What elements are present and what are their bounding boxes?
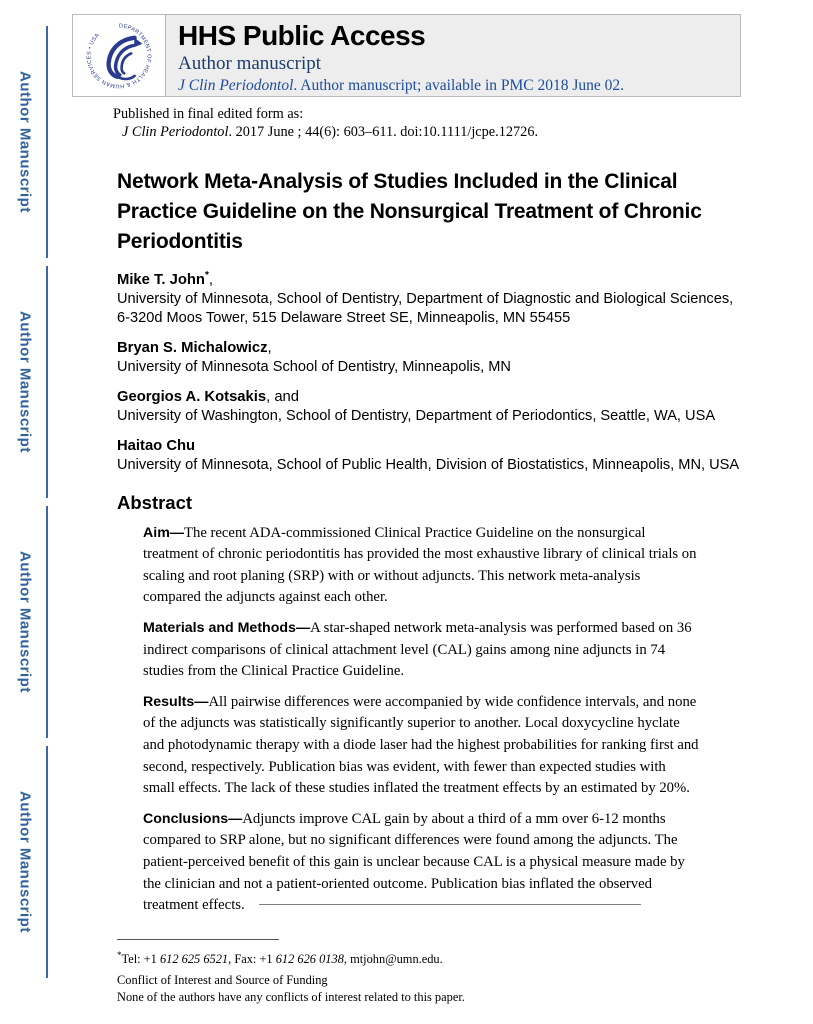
author-name: Bryan S. Michalowicz, bbox=[117, 339, 272, 356]
abstract-section-aim bbox=[117, 523, 699, 609]
footnote-asterisk: * bbox=[117, 949, 122, 960]
svg-text:DEPARTMENT OF HEALTH & HUMAN S: DEPARTMENT OF HEALTH & HUMAN SERVICES • USA bbox=[86, 22, 152, 89]
author-entry bbox=[117, 432, 741, 475]
citation-journal-italic: J Clin Periodontol bbox=[122, 124, 229, 140]
author-name: Haitao Chu bbox=[117, 437, 196, 454]
published-as-block bbox=[113, 105, 741, 141]
author-entry bbox=[117, 383, 741, 426]
abstract-section-conclusions bbox=[117, 809, 699, 917]
author-name: Georgios A. Kotsakis, and bbox=[117, 388, 300, 405]
abstract-section-text: The recent ADA-commissioned Clinical Practice Guideline on the nonsurgical treatment of chronic periodontitis has provided the most exhaustive library of clinical trials on scaling and root planing (SRP) with or without adjuncts. This network meta-analysis compared the adjuncts against each other. bbox=[143, 524, 697, 606]
author-affiliation: University of Minnesota, School of Dentistry, Department of Diagnostic and Biological Sciences, 6-320d Moos Tower, 515 Delaware Street SE, Minneapolis, MN 55455 bbox=[117, 290, 734, 326]
tel-number: 612 625 6521 bbox=[159, 951, 229, 966]
author-list bbox=[117, 266, 741, 475]
header-text-block bbox=[166, 15, 636, 96]
footnote-contact: *Tel: +1 612 625 6521, Fax: +1 612 626 0138, mtjohn@umn.edu. bbox=[117, 949, 443, 966]
pmc-availability-link[interactable] bbox=[178, 76, 624, 95]
watermark-rule bbox=[46, 26, 48, 258]
abstract-end-rule bbox=[259, 904, 641, 905]
hhs-public-access-title: HHS Public Access bbox=[178, 20, 426, 51]
watermark-author-manuscript bbox=[12, 264, 48, 500]
watermark-rule bbox=[46, 746, 48, 978]
abstract-section-text: All pairwise differences were accompanied by wide confidence intervals, and none of the adjuncts was statistically significantly superior to another. Local doxycycline hyclate and photodynamic therapy with a diode laser had the highest probabilities for ranking first and second, respectively. Publication bias was evident, with fewer than expected studies with small effects. The lack of these studies inflated the treatment effects by an estimated by 20%. bbox=[143, 693, 699, 797]
coi-text: None of the authors have any conflicts of interest related to this paper. bbox=[117, 989, 465, 1004]
abstract-heading: Abstract bbox=[117, 491, 193, 513]
author-affiliation: University of Minnesota, School of Public Health, Division of Biostatistics, Minneapolis, MN, USA bbox=[117, 456, 740, 473]
citation-line bbox=[113, 123, 741, 141]
watermark-label: Author Manuscript bbox=[16, 311, 34, 453]
published-as-line1: Published in final edited form as: bbox=[113, 106, 304, 122]
hhs-eagle-icon bbox=[80, 17, 158, 95]
author-entry bbox=[117, 334, 741, 377]
footnote-separator bbox=[117, 939, 279, 940]
watermark-label: Author Manuscript bbox=[16, 791, 34, 933]
abstract-section-label: Conclusions— bbox=[143, 810, 243, 827]
abstract-section-results bbox=[117, 692, 699, 800]
author-entry bbox=[117, 266, 741, 328]
watermark-rule bbox=[46, 266, 48, 498]
abstract-section-text: A star-shaped network meta-analysis was performed based on 36 indirect comparisons of clinical attachment level (CAL) gains among nine adjuncts in 74 studies from the Clinical Practice Guideline. bbox=[143, 620, 692, 680]
author-asterisk: * bbox=[204, 270, 209, 281]
abstract-section-label: Aim— bbox=[143, 524, 184, 541]
journal-name-italic: J Clin Periodontol bbox=[178, 77, 294, 94]
pmc-availability-text: . Author manuscript; available in PMC 2018 June 02. bbox=[293, 77, 625, 94]
fax-number: 612 626 0138 bbox=[275, 951, 344, 966]
hhs-logo bbox=[73, 15, 166, 96]
watermark-label: Author Manuscript bbox=[16, 551, 34, 693]
abstract-section-text: Adjuncts improve CAL gain by about a third of a mm over 6-12 months compared to SRP alone, but no significant differences were found among the adjuncts. The patient-perceived benefit of this gain is unclear because CAL is a physical measure made by the clinician and not a patient-oriented outcome. Publication bias inflated the observed treatment effects. bbox=[143, 810, 685, 914]
abstract-section-label: Results— bbox=[143, 693, 209, 710]
manuscript-body bbox=[117, 167, 741, 1005]
author-name: Mike T. John*, bbox=[117, 270, 214, 288]
abstract-section-label: Materials and Methods— bbox=[143, 620, 311, 637]
coi-heading: Conflict of Interest and Source of Funding bbox=[117, 973, 328, 988]
citation-detail: . 2017 June ; 44(6): 603–611. doi:10.1111/jcpe.12726. bbox=[228, 124, 539, 140]
author-affiliation: University of Minnesota School of Dentistry, Minneapolis, MN bbox=[117, 358, 511, 375]
watermark-author-manuscript bbox=[12, 504, 48, 740]
author-affiliation: University of Washington, School of Dentistry, Department of Periodontics, Seattle, WA, USA bbox=[117, 407, 716, 424]
contact-email: , mtjohn@umn.edu. bbox=[343, 951, 443, 966]
watermark-author-manuscript bbox=[12, 744, 48, 980]
page-content bbox=[72, 14, 741, 1005]
watermark-rule bbox=[46, 506, 48, 738]
watermark-label: Author Manuscript bbox=[16, 71, 34, 213]
abstract-section-methods bbox=[117, 618, 699, 683]
watermark-author-manuscript bbox=[12, 24, 48, 260]
article-title: Network Meta-Analysis of Studies Included in the Clinical Practice Guideline on the Nonsurgical Treatment of Chronic Periodontitis bbox=[117, 170, 702, 253]
hhs-header-banner bbox=[72, 14, 741, 97]
author-manuscript-subtitle: Author manuscript bbox=[178, 53, 322, 74]
conflict-of-interest-block bbox=[117, 972, 741, 1005]
